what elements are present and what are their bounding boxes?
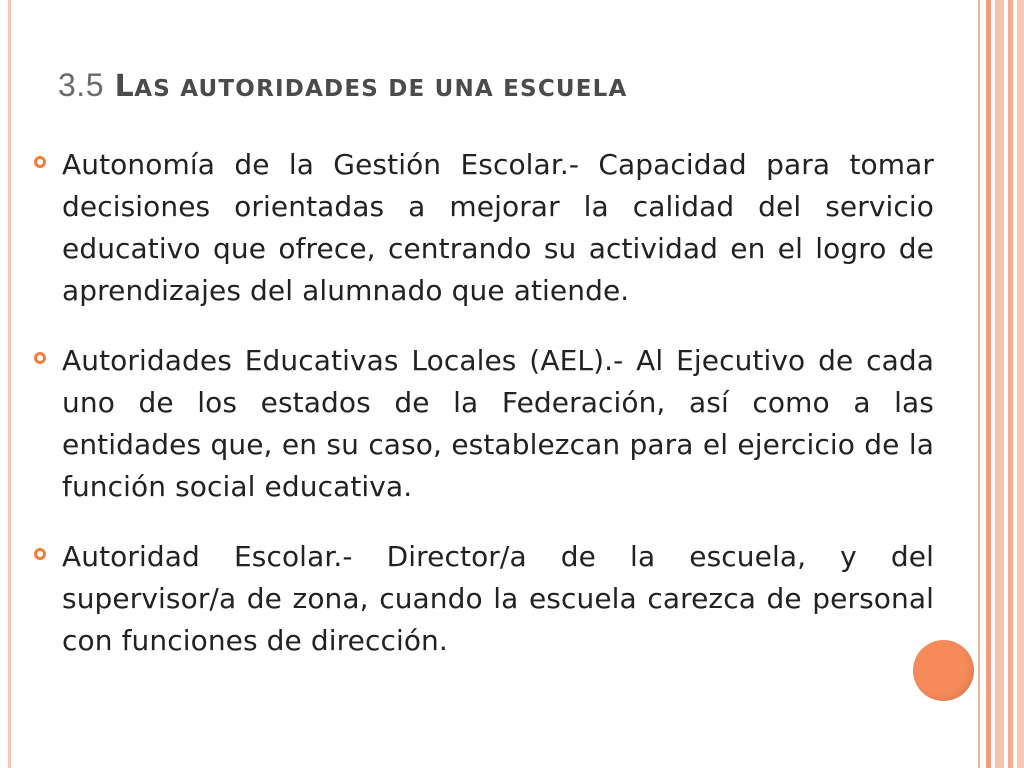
bullet-list xyxy=(34,144,934,690)
decorative-stripe xyxy=(986,0,991,768)
list-item xyxy=(34,144,934,312)
slide-title xyxy=(58,66,628,104)
left-border-line xyxy=(8,0,11,768)
title-initial: L xyxy=(114,69,135,104)
bullet-ring-icon xyxy=(34,352,46,364)
decorative-stripe xyxy=(1008,0,1013,768)
title-rest: AS AUTORIDADES DE UNA ESCUELA xyxy=(134,76,628,102)
list-item-text: Autoridades Educativas Locales (AEL).- Al Ejecutivo de cada uno de los estados de la Federación, así como a las entidades que, en su caso, establezcan para el ejercicio de la función social educativa. xyxy=(62,344,934,503)
decorative-stripe xyxy=(1017,0,1024,768)
list-item-text: Autonomía de la Gestión Escolar.- Capacidad para tomar decisiones orientadas a mejorar la calidad del servicio educativo que ofrece, centrando su actividad en el logro de aprendizajes del alumnado que atiende. xyxy=(62,148,934,307)
decorative-stripe xyxy=(978,0,980,768)
bullet-ring-icon xyxy=(34,156,46,168)
decorative-stripe xyxy=(995,0,1004,768)
title-number: 3.5 xyxy=(58,67,104,103)
list-item xyxy=(34,340,934,508)
list-item xyxy=(34,536,934,662)
bullet-ring-icon xyxy=(34,548,46,560)
list-item-text: Autoridad Escolar.- Director/a de la escuela, y del supervisor/a de zona, cuando la escuela carezca de personal con funciones de dirección. xyxy=(62,540,934,657)
